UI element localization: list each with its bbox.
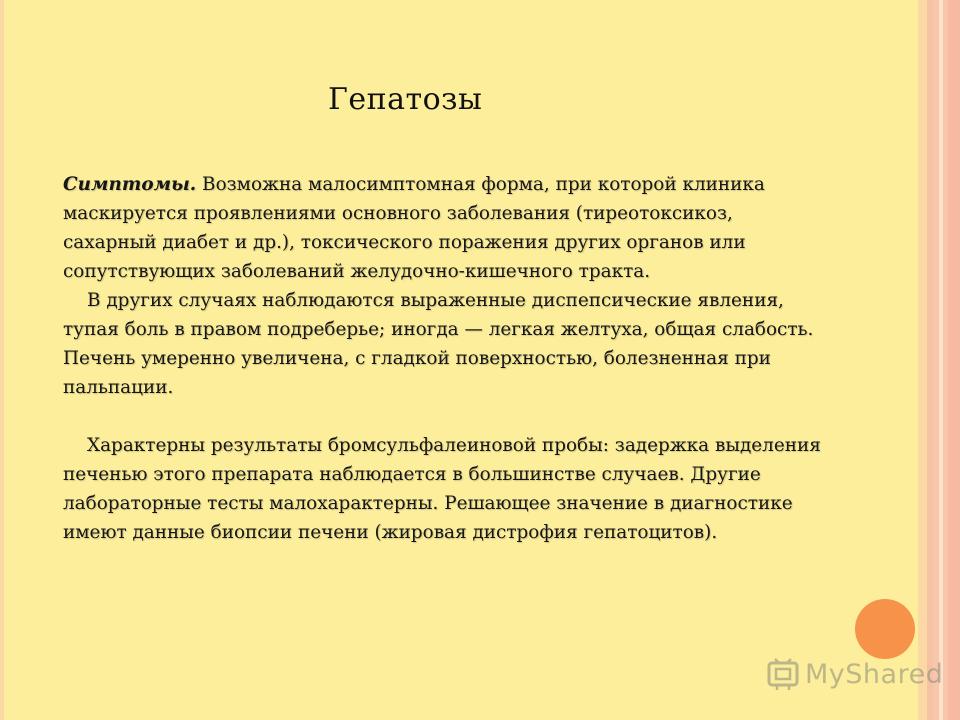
paragraph-diagnostics: Характерны результаты бромсульфалеиновой пробы: задержка выделения печенью этого препарата наблюдается в большинстве случаев. Другие лабораторные тесты малохарактерны. Решающее значение в диагностике имеют данные биопсии печени (жировая дистрофия гепатоцитов). (63, 435, 821, 543)
paragraph-symptoms (63, 170, 823, 286)
stripe (939, 0, 943, 720)
paragraph-manifestations: В других случаях наблюдаются выраженные диспепсические явления, тупая боль в правом подреберье; иногда — легкая желтуха, общая слабость. Печень умеренно увеличена, с гладкой поверхностью, болезненная при пальпации. (63, 290, 814, 398)
spacer (63, 402, 823, 431)
decorative-stripes (918, 0, 960, 720)
slide-title: Гепатозы (328, 82, 483, 117)
stripe (918, 0, 927, 720)
paragraph-lead: Симптомы. (63, 174, 197, 195)
decorative-circle (855, 599, 915, 659)
myshared-logo-icon (767, 657, 799, 691)
paragraph-text: Возможна малосимптомная форма, при которой клиника маскируется проявлениями основного заболевания (тиреотоксикоз, сахарный диабет и др.), токсического поражения других органов или сопутствующих заболеваний желудочно-кишечного тракта. (63, 174, 765, 282)
watermark-text: MyShared (805, 658, 944, 690)
stripe (948, 0, 960, 720)
watermark-logo (767, 654, 943, 694)
slide-body (63, 170, 823, 547)
